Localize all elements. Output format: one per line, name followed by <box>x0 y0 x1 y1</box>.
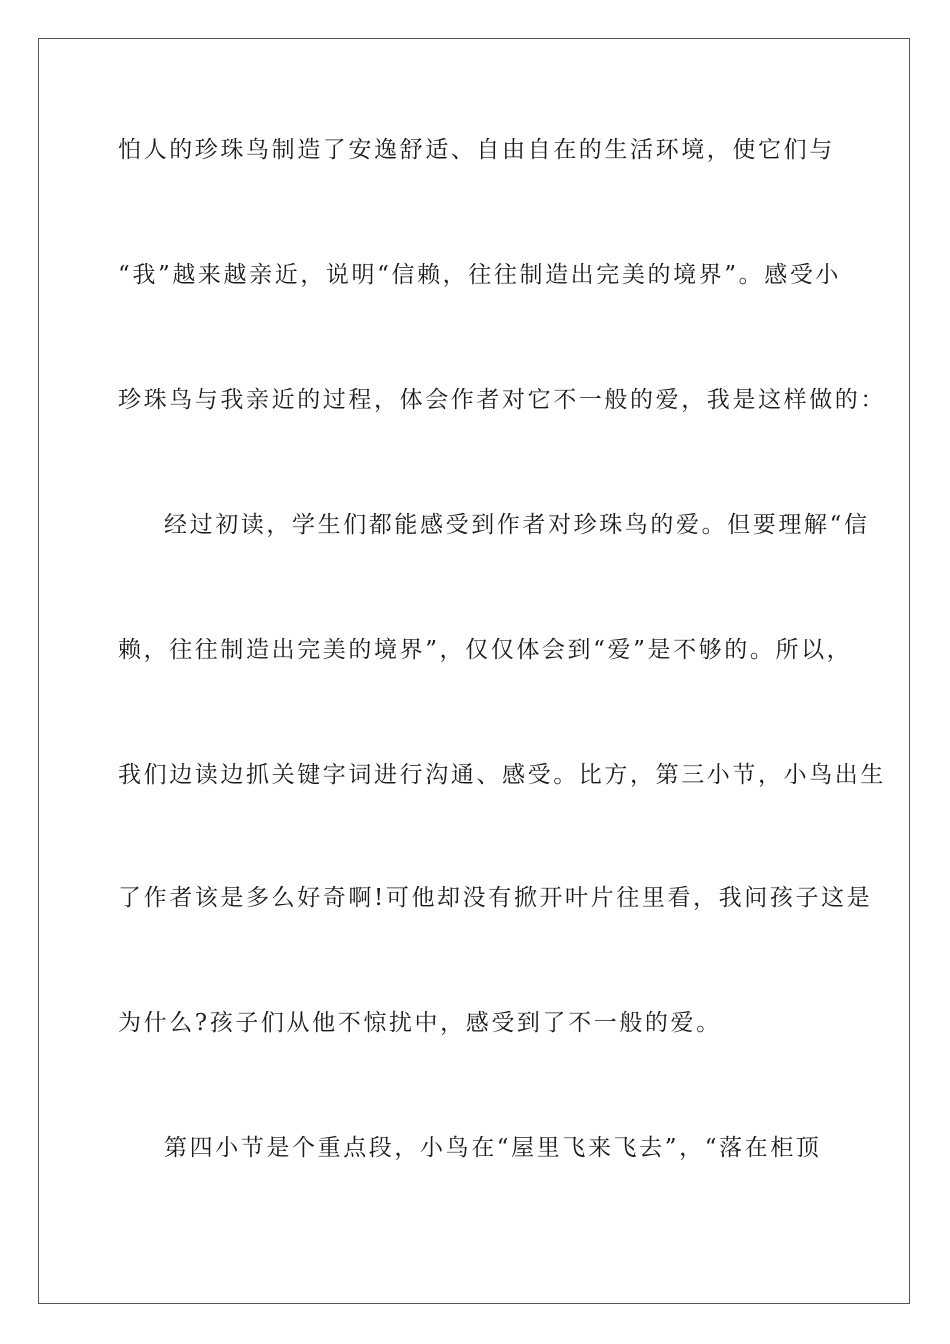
text-line-5: 赖，往往制造出完美的境界”，仅仅体会到“爱”是不够的。所以， <box>118 637 853 663</box>
text-line-6: 我们边读边抓关键字词进行沟通、感受。比方，第三小节，小鸟出生 <box>118 762 886 788</box>
text-line-3: 珍珠鸟与我亲近的过程，体会作者对它不一般的爱，我是这样做的： <box>118 387 886 413</box>
text-line-1: 怕人的珍珠鸟制造了安逸舒适、自由自在的生活环境，使它们与 <box>118 137 835 163</box>
text-line-4: 经过初读，学生们都能感受到作者对珍珠鸟的爱。但要理解“信 <box>164 512 870 538</box>
page-border <box>38 38 910 1304</box>
text-line-7: 了作者该是多么好奇啊!可他却没有掀开叶片往里看，我问孩子这是 <box>118 885 873 911</box>
text-line-8: 为什么?孩子们从他不惊扰中，感受到了不一般的爱。 <box>118 1010 722 1036</box>
text-line-9: 第四小节是个重点段，小鸟在“屋里飞来飞去”，“落在柜顶 <box>164 1135 822 1161</box>
text-line-2: “我”越来越亲近，说明“信赖，往往制造出完美的境界”。感受小 <box>118 262 842 288</box>
